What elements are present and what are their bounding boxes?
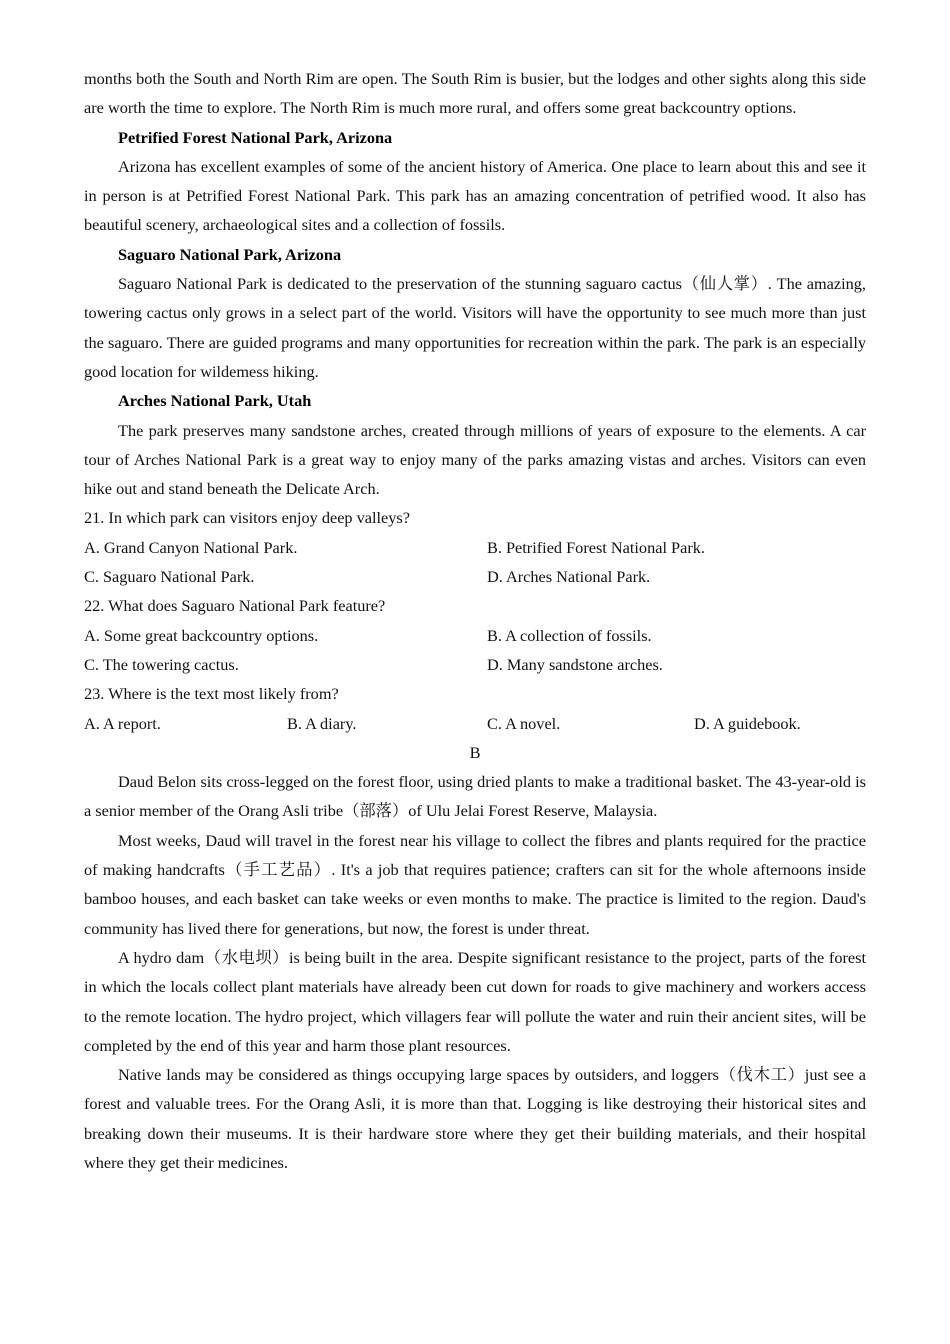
question-21-stem: 21. In which park can visitors enjoy deep valleys? <box>84 508 410 528</box>
section-b-paragraph-2: Most weeks, Daud will travel in the forest near his village to collect the fibres and plants required for the practice of making handcrafts（手工艺品）. It's a job that requires patience; crafters can sit for the whole afternoons inside bamboo houses, and each basket can take weeks or even months to make. The practice is limited to the region. Daud's community has lived there for generations, but now, the forest is under threat. <box>84 830 866 938</box>
question-23-stem: 23. Where is the text most likely from? <box>84 684 339 704</box>
paragraph-grand-canyon-continuation: months both the South and North Rim are open. The South Rim is busier, but the lodges and other sights along this side are worth the time to explore. The North Rim is much more rural, and offers some great backcountry options. <box>84 69 866 118</box>
heading-saguaro-national-park: Saguaro National Park, Arizona <box>118 244 342 264</box>
heading-petrified-forest-national-park: Petrified Forest National Park, Arizona <box>118 127 393 147</box>
paragraph-petrified-forest: Arizona has excellent examples of some of the ancient history of America. One place to learn about this and see it in person is at Petrified Forest National Park. This park has an amazing concentration of petrified wood. It also has beautiful scenery, archaeological sites and a collection of fossils. <box>84 156 866 235</box>
page-content <box>84 64 866 1177</box>
paragraph-saguaro: Saguaro National Park is dedicated to the preservation of the stunning saguaro cactus（仙人掌）. The amazing, towering cactus only grows in a select part of the world. Visitors will have the opportunity to see much more than just the saguaro. There are guided programs and many opportunities for recreation within the park. The park is an especially good location for wildemess hiking. <box>84 274 866 381</box>
question-22-option-b[interactable]: B. A collection of fossils. <box>487 625 652 645</box>
question-21-option-b[interactable]: B. Petrified Forest National Park. <box>487 537 705 557</box>
question-21-option-d[interactable]: D. Arches National Park. <box>487 567 651 587</box>
section-label-b: B <box>469 742 481 762</box>
question-23-option-a[interactable]: A. A report. <box>84 713 161 733</box>
question-21-options-row-2 <box>84 562 866 591</box>
question-23-options-row <box>84 709 866 738</box>
question-22-option-c[interactable]: C. The towering cactus. <box>84 654 239 674</box>
question-23-option-b[interactable]: B. A diary. <box>287 713 357 733</box>
heading-arches-national-park: Arches National Park, Utah <box>118 391 312 411</box>
question-23-option-c[interactable]: C. A novel. <box>487 713 561 733</box>
question-22-options-row-1 <box>84 621 866 650</box>
question-22-option-d[interactable]: D. Many sandstone arches. <box>487 654 663 674</box>
question-22-stem: 22. What does Saguaro National Park feature? <box>84 596 386 616</box>
question-21-options-row-1 <box>84 533 866 562</box>
question-21-option-c[interactable]: C. Saguaro National Park. <box>84 567 255 587</box>
question-23-option-d[interactable]: D. A guidebook. <box>694 713 801 733</box>
question-21-option-a[interactable]: A. Grand Canyon National Park. <box>84 537 298 557</box>
question-22-option-a[interactable]: A. Some great backcountry options. <box>84 625 319 645</box>
section-b-paragraph-3: A hydro dam（水电坝）is being built in the area. Despite significant resistance to the project, parts of the forest in which the locals collect plant materials have already been cut down for roads to give machinery and workers access to the remote location. The hydro project, which villagers fear will pollute the water and ruin their ancient sites, will be completed by the end of this year and harm those plant resources. <box>84 947 866 1055</box>
section-b-paragraph-4: Native lands may be considered as things occupying large spaces by outsiders, and loggers（伐木工）just see a forest and valuable trees. For the Orang Asli, it is more than that. Logging is like destroying their historical sites and breaking down their museums. It is their hardware store where they get their building materials, and their hospital where they get their medicines. <box>84 1065 866 1172</box>
section-b-paragraph-1: Daud Belon sits cross-legged on the forest floor, using dried plants to make a traditional basket. The 43-year-old is a senior member of the Orang Asli tribe（部落）of Ulu Jelai Forest Reserve, Malaysia. <box>84 772 866 821</box>
paragraph-arches: The park preserves many sandstone arches, created through millions of years of exposure to the elements. A car tour of Arches National Park is a great way to enjoy many of the parks amazing vistas and arches. Visitors can even hike out and stand beneath the Delicate Arch. <box>84 420 866 499</box>
question-22-options-row-2 <box>84 650 866 679</box>
